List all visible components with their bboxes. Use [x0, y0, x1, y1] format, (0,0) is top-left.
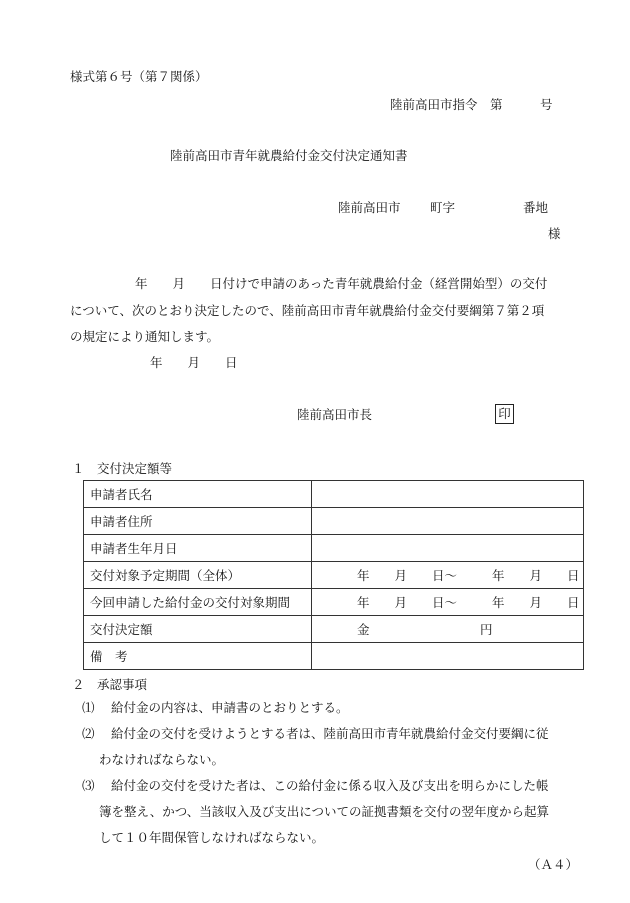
amount-prefix: 金	[357, 622, 370, 637]
body-line-2: について、次のとおり決定したので、陸前高田市青年就農給付金交付要綱第７第２項	[70, 303, 545, 318]
section2-title: ２ 承認事項	[72, 677, 148, 692]
amount-unit: 円	[480, 622, 493, 637]
table-row	[84, 643, 584, 670]
recipient-honorific: 様	[548, 226, 561, 241]
table-row	[84, 562, 584, 589]
table-row	[84, 616, 584, 643]
order-number: 陸前高田市指令 第 号	[390, 97, 553, 112]
condition-line: して１０年間保管しなければならない。	[99, 830, 325, 845]
decision-table	[83, 480, 584, 670]
period-cell	[312, 589, 584, 616]
period-end: 年 月 日	[492, 568, 580, 583]
condition-number: ⑵	[82, 726, 95, 741]
condition-number: ⑴	[82, 700, 95, 715]
period-start: 年 月 日〜	[357, 595, 458, 610]
table-row	[84, 535, 584, 562]
condition-line: 給付金の交付を受けようとする者は、陸前高田市青年就農給付金交付要綱に従	[111, 726, 549, 741]
form-number: 様式第６号（第７関係）	[70, 69, 208, 84]
section1-title: １ 交付決定額等	[72, 461, 173, 476]
mayor-title: 陸前高田市長	[297, 407, 373, 422]
address-city: 陸前高田市	[338, 200, 401, 215]
row-label: 申請者住所	[84, 508, 312, 535]
condition-line: 給付金の内容は、申請書のとおりとする。	[111, 700, 349, 715]
row-value	[312, 535, 584, 562]
address-banchi: 番地	[523, 200, 549, 215]
body-line-1: 年 月 日付けで申請のあった青年就農給付金（経営開始型）の交付	[135, 276, 548, 291]
period-end: 年 月 日	[492, 595, 580, 610]
row-value	[312, 643, 584, 670]
issue-date: 年 月 日	[150, 355, 238, 370]
row-value	[312, 481, 584, 508]
amount-cell	[312, 616, 584, 643]
row-label: 申請者氏名	[84, 481, 312, 508]
row-label: 今回申請した給付金の交付対象期間	[84, 589, 312, 616]
table-row	[84, 508, 584, 535]
condition-number: ⑶	[82, 778, 95, 793]
row-label: 交付対象予定期間（全体）	[84, 562, 312, 589]
row-label: 交付決定額	[84, 616, 312, 643]
address-town: 町字	[430, 200, 456, 215]
seal-mark: 印	[495, 404, 514, 424]
row-label: 備 考	[84, 643, 312, 670]
table-row	[84, 589, 584, 616]
paper-size: （Ａ４）	[528, 857, 579, 872]
period-cell	[312, 562, 584, 589]
period-start: 年 月 日〜	[357, 568, 458, 583]
row-value	[312, 508, 584, 535]
document-title: 陸前高田市青年就農給付金交付決定通知書	[170, 148, 408, 163]
condition-line: 給付金の交付を受けた者は、この給付金に係る収入及び支出を明らかにした帳	[111, 778, 549, 793]
row-label: 申請者生年月日	[84, 535, 312, 562]
condition-line: わなければならない。	[99, 752, 225, 767]
condition-line: 簿を整え、かつ、当該収入及び支出についての証拠書類を交付の翌年度から起算	[99, 804, 550, 819]
table-row	[84, 481, 584, 508]
body-line-3: の規定により通知します。	[70, 329, 220, 344]
